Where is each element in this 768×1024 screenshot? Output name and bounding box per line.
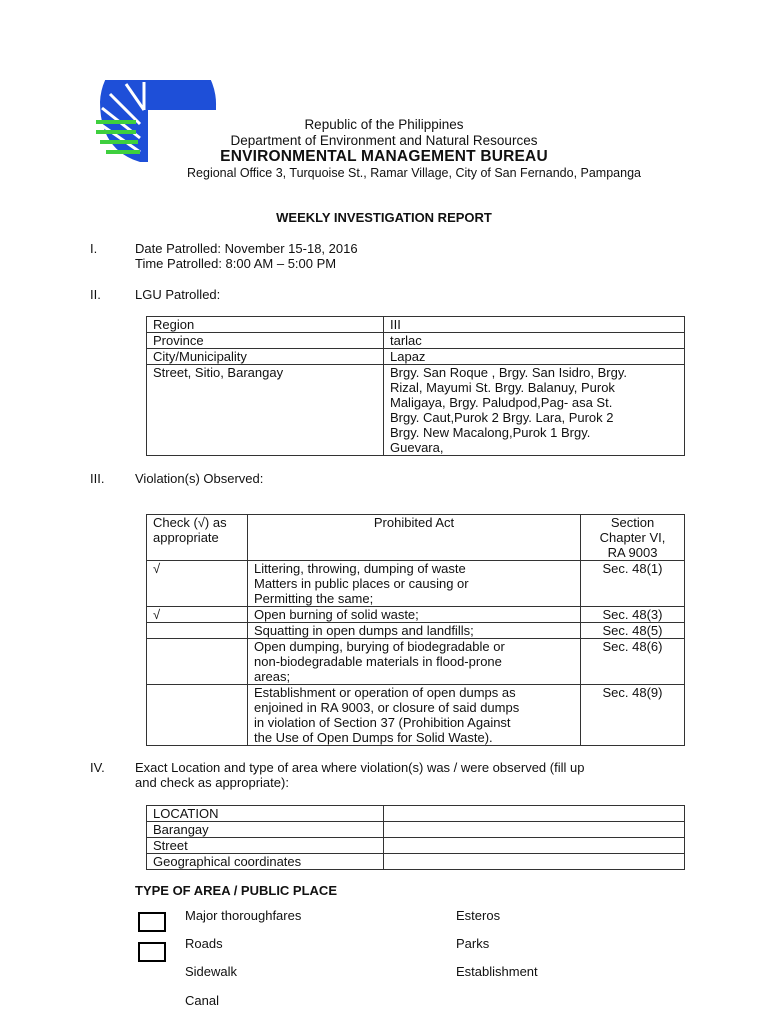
location-key: Street	[147, 838, 384, 854]
report-title: WEEKLY INVESTIGATION REPORT	[276, 210, 492, 225]
table-row	[147, 561, 685, 607]
lgu-value: III	[384, 317, 685, 333]
section-ref: Sec. 48(5)	[581, 623, 685, 639]
lgu-label: LGU Patrolled:	[135, 287, 221, 302]
act-line: Matters in public places or causing or	[254, 576, 469, 591]
prohibited-act: Squatting in open dumps and landfills;	[248, 623, 581, 639]
section-header-line: RA 9003	[607, 545, 658, 560]
act-line: non-biodegradable materials in flood-prone	[254, 654, 502, 669]
area-title: TYPE OF AREA / PUBLIC PLACE	[135, 883, 337, 898]
section-2-number: II.	[90, 287, 101, 302]
act-line: in violation of Section 37 (Prohibition Against	[254, 715, 511, 730]
table-row	[147, 838, 685, 854]
prohibited-act	[248, 639, 581, 685]
area-option: Parks	[456, 936, 490, 951]
lgu-key: Region	[147, 317, 384, 333]
check-mark: √	[147, 561, 248, 607]
prohibited-act: Open burning of solid waste;	[248, 607, 581, 623]
table-row	[147, 854, 685, 870]
act-line: Establishment or operation of open dumps as	[254, 685, 516, 700]
table-row	[147, 349, 685, 365]
section-ref: Sec. 48(6)	[581, 639, 685, 685]
lgu-key: City/Municipality	[147, 349, 384, 365]
barangay-line: Rizal, Mayumi St. Brgy. Balanuy, Purok	[390, 380, 615, 395]
check-header-line: appropriate	[153, 530, 219, 545]
section-4-number: IV.	[90, 760, 105, 775]
section-3-number: III.	[90, 471, 105, 486]
section-ref: Sec. 48(3)	[581, 607, 685, 623]
barangay-value-field[interactable]	[384, 822, 685, 838]
table-row	[147, 333, 685, 349]
section-header-line: Section	[610, 515, 655, 530]
header-bureau: ENVIRONMENTAL MANAGEMENT BUREAU	[220, 148, 548, 165]
location-key: Geographical coordinates	[147, 854, 384, 870]
table-row	[147, 639, 685, 685]
lgu-key: Province	[147, 333, 384, 349]
location-label-line1: Exact Location and type of area where violation(s) was / were observed (fill up	[135, 760, 585, 775]
lgu-key: Street, Sitio, Barangay	[147, 365, 384, 456]
table-row	[147, 317, 685, 333]
table-header-row	[147, 515, 685, 561]
area-option: Sidewalk	[185, 964, 238, 979]
act-line: Open dumping, burying of biodegradable or	[254, 639, 505, 654]
location-value-field[interactable]	[384, 806, 685, 822]
header-republic: Republic of the Philippines	[304, 117, 464, 132]
section-header-line: Chapter VI,	[599, 530, 666, 545]
section-header	[581, 515, 685, 561]
table-row	[147, 822, 685, 838]
check-mark	[147, 639, 248, 685]
street-value-field[interactable]	[384, 838, 685, 854]
prohibited-act	[248, 561, 581, 607]
location-key: Barangay	[147, 822, 384, 838]
location-table	[146, 805, 685, 870]
check-mark: √	[147, 607, 248, 623]
table-row	[147, 806, 685, 822]
barangay-line: Brgy. Caut,Purok 2 Brgy. Lara, Purok 2	[390, 410, 614, 425]
table-row	[147, 365, 685, 456]
violations-table	[146, 514, 685, 746]
lgu-value: Lapaz	[384, 349, 685, 365]
header-address: Regional Office 3, Turquoise St., Ramar Village, City of San Fernando, Pampanga	[187, 166, 641, 180]
area-option: Canal	[185, 993, 219, 1008]
prohibited-act	[248, 685, 581, 746]
barangay-line: Brgy. New Macalong,Purok 1 Brgy.	[390, 425, 591, 440]
barangay-line: Maligaya, Brgy. Paludpod,Pag- asa St.	[390, 395, 613, 410]
barangay-line: Guevara,	[390, 440, 444, 455]
section-1-number: I.	[90, 241, 98, 256]
lgu-value	[384, 365, 685, 456]
table-row	[147, 685, 685, 746]
coordinates-value-field[interactable]	[384, 854, 685, 870]
table-row	[147, 607, 685, 623]
date-patrolled: Date Patrolled: November 15-18, 2016	[135, 241, 358, 256]
act-line: Littering, throwing, dumping of waste	[254, 561, 466, 576]
location-key: LOCATION	[147, 806, 384, 822]
section-ref: Sec. 48(1)	[581, 561, 685, 607]
violations-label: Violation(s) Observed:	[135, 471, 264, 486]
lgu-table	[146, 316, 685, 456]
lgu-value: tarlac	[384, 333, 685, 349]
section-ref: Sec. 48(9)	[581, 685, 685, 746]
table-row	[147, 623, 685, 639]
act-line: areas;	[254, 669, 291, 684]
act-line: the Use of Open Dumps for Solid Waste).	[254, 730, 493, 745]
check-mark	[147, 623, 248, 639]
major-thoroughfares-checkbox[interactable]	[138, 912, 166, 932]
area-option: Roads	[185, 936, 223, 951]
roads-checkbox[interactable]	[138, 942, 166, 962]
act-header: Prohibited Act	[248, 515, 581, 561]
time-patrolled: Time Patrolled: 8:00 AM – 5:00 PM	[135, 256, 337, 271]
act-line: Permitting the same;	[254, 591, 374, 606]
check-header-line: Check (√) as	[153, 515, 227, 530]
header-department: Department of Environment and Natural Resources	[230, 133, 538, 148]
act-line: enjoined in RA 9003, or closure of said dumps	[254, 700, 520, 715]
area-option: Establishment	[456, 964, 538, 979]
check-mark	[147, 685, 248, 746]
barangay-line: Brgy. San Roque , Brgy. San Isidro, Brgy.	[390, 365, 627, 380]
location-label-line2: and check as appropriate):	[135, 775, 289, 790]
area-option: Esteros	[456, 908, 501, 923]
area-option: Major thoroughfares	[185, 908, 302, 923]
check-header	[147, 515, 248, 561]
